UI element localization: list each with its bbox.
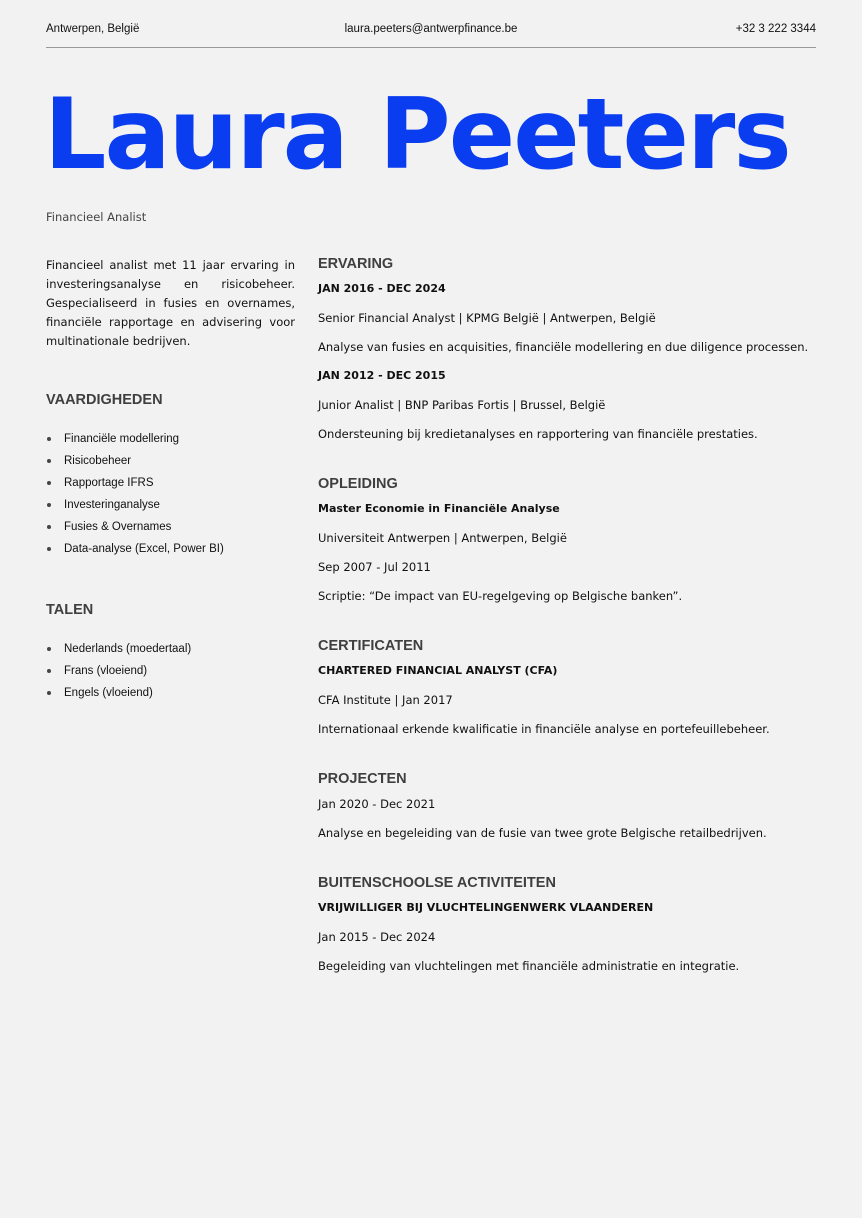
right-column <box>318 256 818 1008</box>
bullet-icon <box>47 437 51 441</box>
skill-item: Financiële modellering <box>46 430 295 452</box>
skill-item: Risicobeheer <box>46 452 295 474</box>
certificates-heading: CERTIFICATEN <box>318 638 424 654</box>
activity-period: Jan 2015 - Dec 2024 <box>318 930 436 944</box>
certificate-name: CHARTERED FINANCIAL ANALYST (CFA) <box>318 664 558 677</box>
education-section <box>318 476 818 616</box>
bullet-icon <box>47 459 51 463</box>
bullet-icon <box>47 669 51 673</box>
job-period: JAN 2016 - DEC 2024 <box>318 282 446 295</box>
bullet-icon <box>47 547 51 551</box>
activities-heading: BUITENSCHOOLSE ACTIVITEITEN <box>318 875 556 891</box>
thesis-text: Scriptie: “De impact van EU-regelgeving op Belgische banken”. <box>318 589 683 603</box>
bullet-icon <box>47 647 51 651</box>
activity-description: Begeleiding van vluchtelingen met financiële administratie en integratie. <box>318 959 740 973</box>
job-title: Financieel Analist <box>46 210 147 224</box>
experience-section <box>318 256 818 454</box>
job-period: JAN 2012 - DEC 2015 <box>318 369 446 382</box>
languages-heading: TALEN <box>46 602 94 618</box>
activity-name: VRIJWILLIGER BIJ VLUCHTELINGENWERK VLAANDEREN <box>318 901 654 914</box>
left-column <box>46 256 295 706</box>
activities-section <box>318 875 818 986</box>
job-position: Senior Financial Analyst | KPMG België | Antwerpen, België <box>318 311 656 325</box>
degree-title: Master Economie in Financiële Analyse <box>318 502 560 515</box>
experience-heading: ERVARING <box>318 256 394 272</box>
language-item: Engels (vloeiend) <box>46 684 295 706</box>
skills-heading: VAARDIGHEDEN <box>46 392 163 408</box>
projects-section <box>318 771 818 853</box>
language-item: Frans (vloeiend) <box>46 662 295 684</box>
certificates-section <box>318 638 818 749</box>
languages-list <box>46 640 295 706</box>
bullet-icon <box>47 503 51 507</box>
job-position: Junior Analist | BNP Paribas Fortis | Brussel, België <box>318 398 606 412</box>
certificate-issuer: CFA Institute | Jan 2017 <box>318 693 453 707</box>
contact-header <box>46 22 816 48</box>
projects-heading: PROJECTEN <box>318 771 407 787</box>
skill-item: Rapportage IFRS <box>46 474 295 496</box>
bullet-icon <box>47 691 51 695</box>
certificate-description: Internationaal erkende kwalificatie in financiële analyse en portefeuillebeheer. <box>318 722 770 736</box>
project-period: Jan 2020 - Dec 2021 <box>318 797 436 811</box>
skill-item: Fusies & Overnames <box>46 518 295 540</box>
language-item: Nederlands (moedertaal) <box>46 640 295 662</box>
education-heading: OPLEIDING <box>318 476 398 492</box>
skills-list <box>46 430 295 562</box>
school-name: Universiteit Antwerpen | Antwerpen, België <box>318 531 567 545</box>
project-description: Analyse en begeleiding van de fusie van twee grote Belgische retailbedrijven. <box>318 826 767 840</box>
candidate-name: Laura Peeters <box>44 78 790 192</box>
location-text: Antwerpen, België <box>46 23 140 35</box>
bullet-icon <box>47 525 51 529</box>
education-period: Sep 2007 - Jul 2011 <box>318 560 431 574</box>
job-description: Analyse van fusies en acquisities, financiële modellering en due diligence processen. <box>318 340 809 354</box>
email-link[interactable]: laura.peeters@antwerpfinance.be <box>344 23 518 35</box>
skill-item: Investeringanalyse <box>46 496 295 518</box>
skill-item: Data-analyse (Excel, Power BI) <box>46 540 295 562</box>
profile-summary: Financieel analist met 11 jaar ervaring in investeringsanalyse en risicobeheer. Gespecialiseerd in fusies en overnames, financiële rapportage en advisering voor multinationale bedrijven. <box>46 258 295 348</box>
phone-text: +32 3 222 3344 <box>735 23 816 35</box>
job-description: Ondersteuning bij kredietanalyses en rapportering van financiële prestaties. <box>318 427 758 441</box>
bullet-icon <box>47 481 51 485</box>
